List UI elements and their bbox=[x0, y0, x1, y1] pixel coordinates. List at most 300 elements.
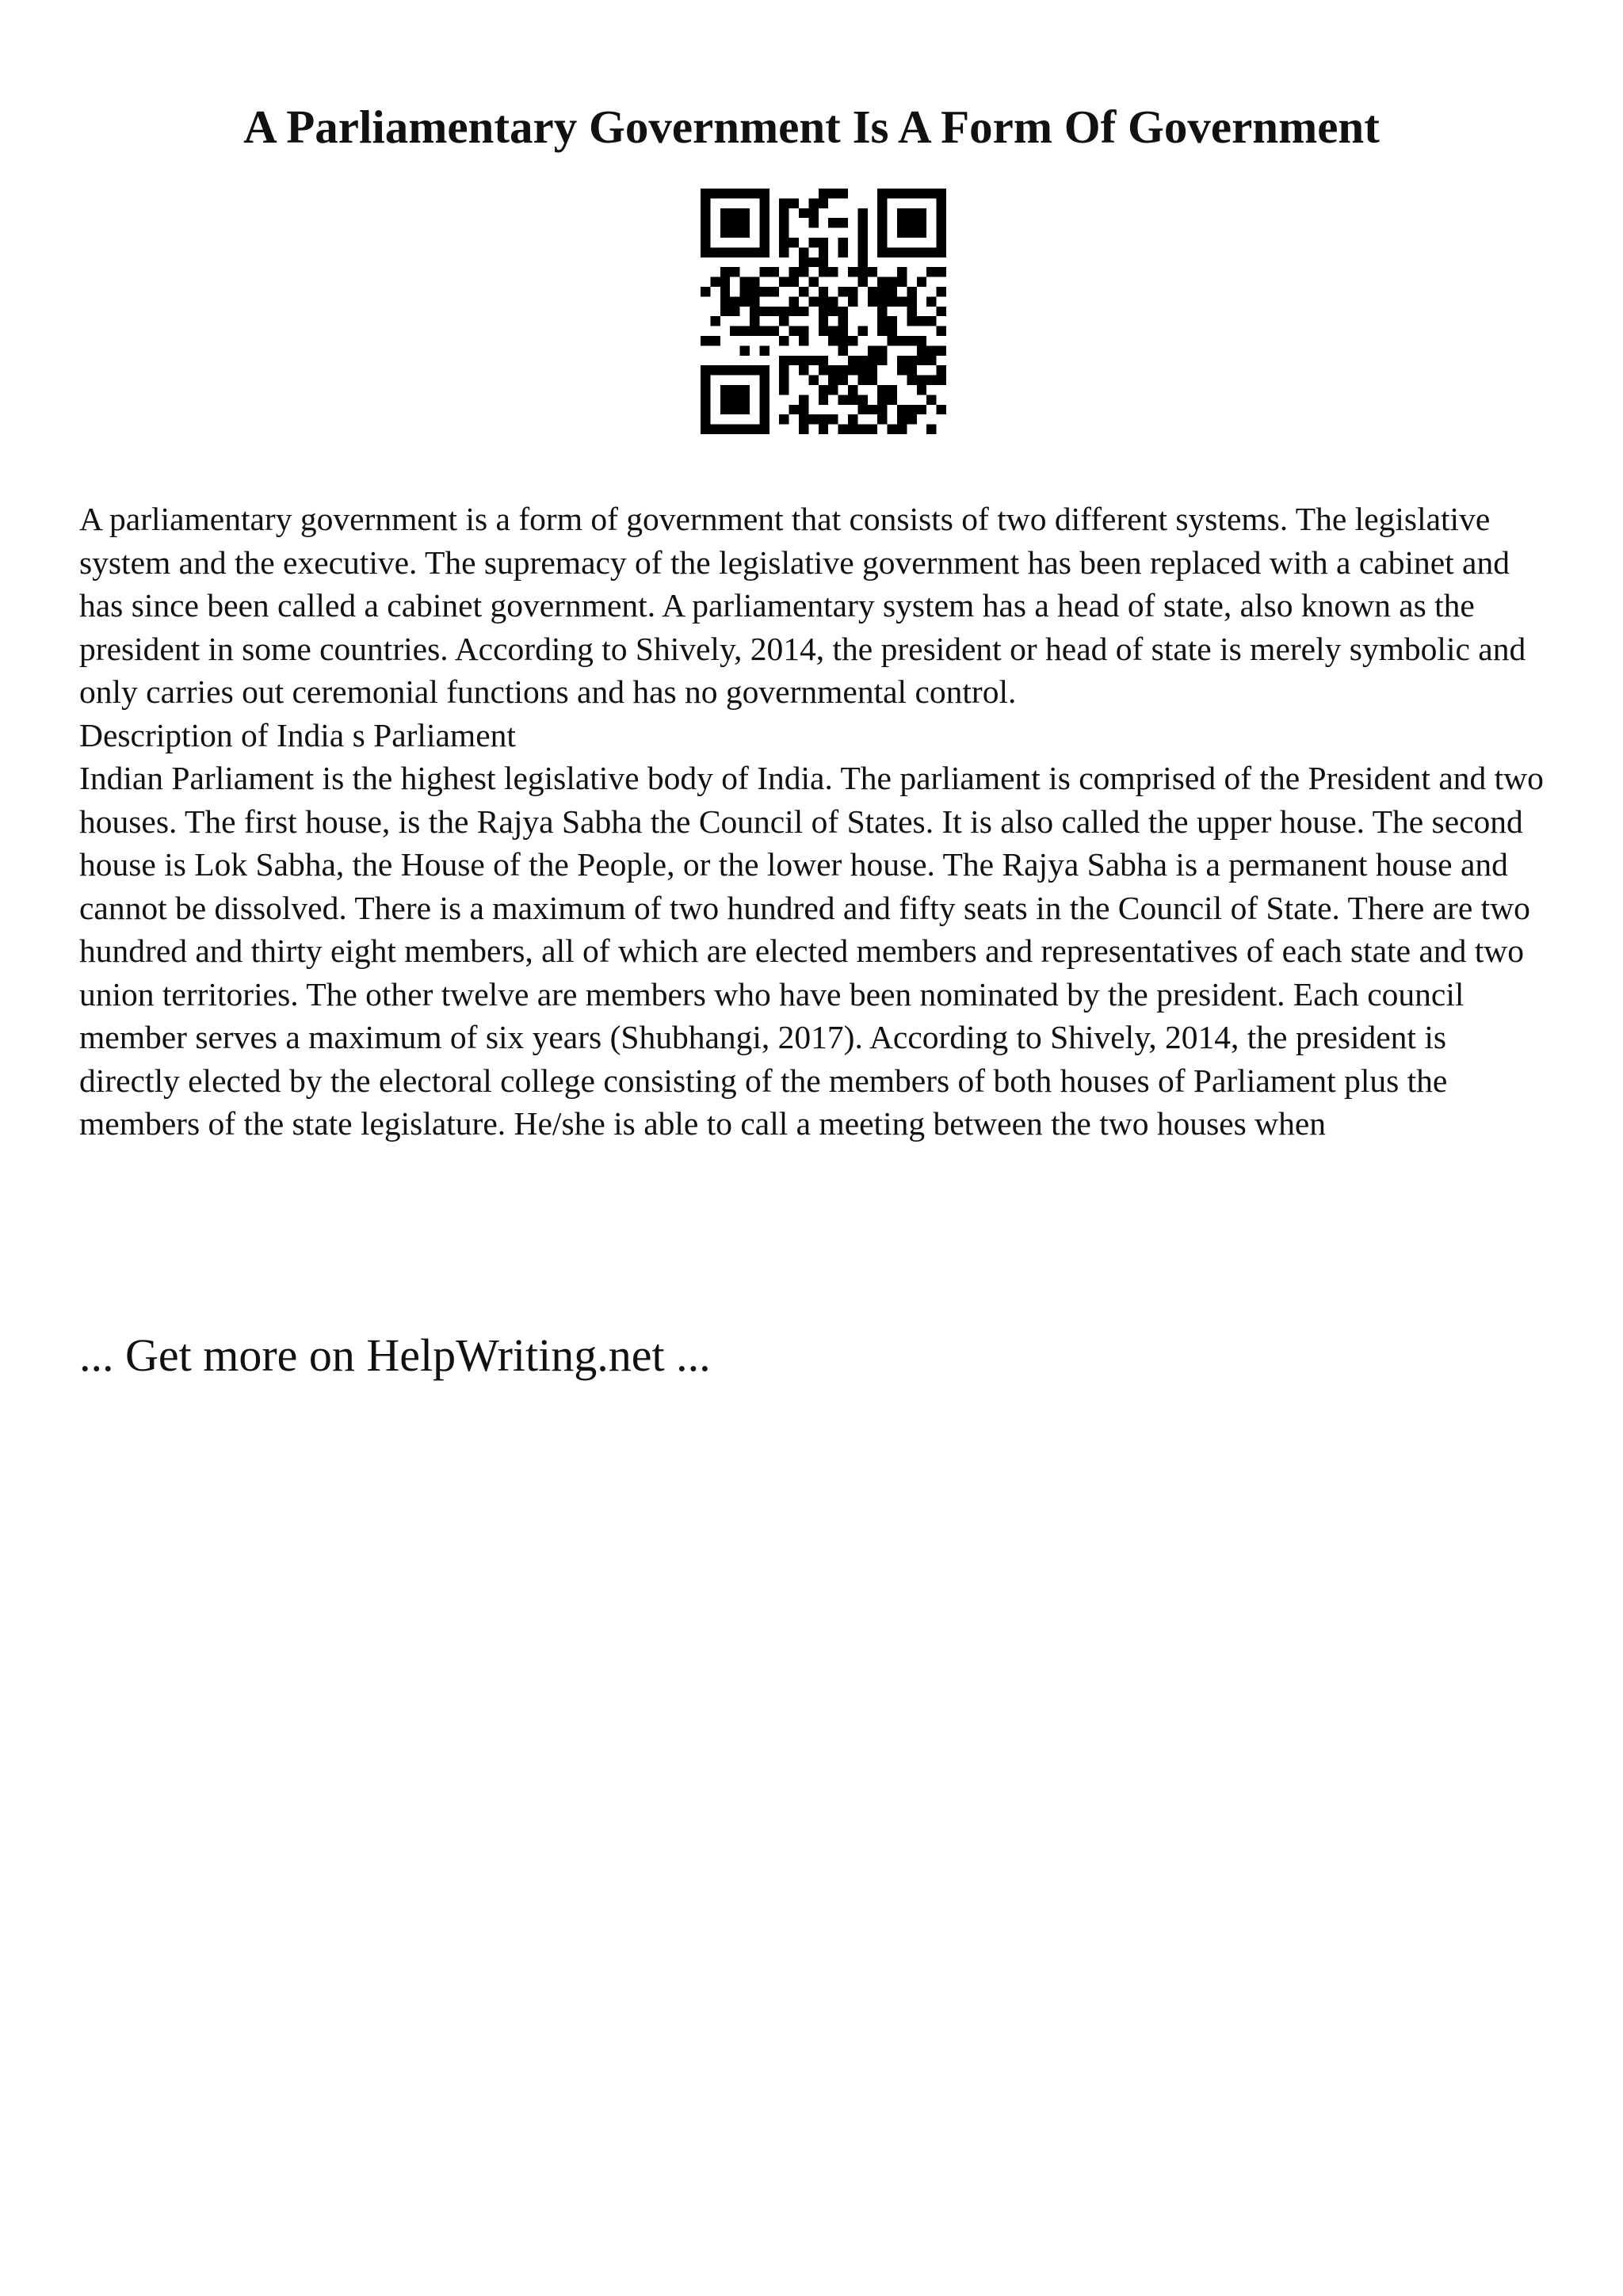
paragraph-india-parliament: Indian Parliament is the highest legislative body of India. The parliament is comprised of the President and two houses. The first house, is the Rajya Sabha the Council of States. It is also called the upper house. The second house is Lok Sabha, the House of the People, or the lower house. The Rajya Sabha is a permanent house and cannot be dissolved. There is a maximum of two hundred and fifty seats in the Council of State. There are two hundred and thirty eight members, all of which are elected members and representatives of each state and two union territories. The other twelve are members who have been nominated by the president. Each council member serves a maximum of six years (Shubhangi, 2017). According to Shively, 2014, the president is directly elected by the electoral college consisting of the members of both houses of Parliament plus the members of the state legislature. He/she is able to call a meeting between the two houses when bbox=[79, 760, 1544, 1142]
qr-module bbox=[888, 277, 897, 287]
qr-module bbox=[877, 198, 887, 208]
qr-module bbox=[907, 316, 916, 326]
qr-module bbox=[848, 296, 857, 306]
qr-module bbox=[701, 425, 710, 434]
qr-module bbox=[907, 287, 916, 296]
qr-module bbox=[897, 228, 907, 238]
qr-module bbox=[710, 365, 720, 375]
qr-module bbox=[819, 198, 828, 208]
qr-module bbox=[799, 257, 808, 267]
qr-module bbox=[838, 345, 848, 355]
qr-module bbox=[808, 277, 818, 287]
qr-module bbox=[740, 365, 750, 375]
qr-module bbox=[828, 267, 838, 277]
qr-module bbox=[779, 365, 789, 375]
qr-module bbox=[926, 267, 936, 277]
qr-module bbox=[857, 208, 867, 218]
qr-module bbox=[759, 405, 769, 414]
qr-module bbox=[808, 296, 818, 306]
qr-module bbox=[828, 336, 838, 345]
qr-module bbox=[877, 296, 887, 306]
qr-module bbox=[926, 345, 936, 355]
qr-module bbox=[838, 425, 848, 434]
qr-module bbox=[877, 345, 887, 355]
qr-module bbox=[937, 365, 946, 375]
qr-module bbox=[828, 376, 838, 385]
qr-module bbox=[701, 218, 710, 227]
qr-module bbox=[937, 189, 946, 198]
qr-module bbox=[907, 405, 916, 414]
qr-module bbox=[759, 267, 769, 277]
qr-module bbox=[857, 247, 867, 257]
qr-module bbox=[819, 326, 828, 336]
qr-module bbox=[907, 376, 916, 385]
qr-module bbox=[897, 267, 907, 277]
qr-module bbox=[838, 218, 848, 227]
qr-module bbox=[701, 228, 710, 238]
qr-module bbox=[740, 326, 750, 336]
qr-module bbox=[897, 365, 907, 375]
qr-module bbox=[888, 189, 897, 198]
qr-module bbox=[868, 356, 877, 365]
qr-module bbox=[819, 385, 828, 395]
qr-module bbox=[819, 395, 828, 404]
qr-module bbox=[808, 238, 818, 247]
qr-module bbox=[779, 414, 789, 424]
qr-module bbox=[789, 296, 799, 306]
qr-module bbox=[769, 267, 779, 277]
qr-module bbox=[759, 365, 769, 375]
qr-module bbox=[868, 296, 877, 306]
qr-module bbox=[857, 365, 867, 375]
qr-module bbox=[907, 189, 916, 198]
qr-module bbox=[730, 228, 739, 238]
qr-module bbox=[838, 316, 848, 326]
qr-module bbox=[819, 267, 828, 277]
qr-module bbox=[799, 326, 808, 336]
qr-module bbox=[917, 385, 926, 395]
qr-module bbox=[720, 189, 730, 198]
qr-module bbox=[926, 247, 936, 257]
qr-module bbox=[789, 405, 799, 414]
qr-module bbox=[917, 218, 926, 227]
qr-module bbox=[937, 405, 946, 414]
qr-module bbox=[808, 208, 818, 218]
qr-module bbox=[789, 277, 799, 287]
qr-module bbox=[926, 395, 936, 404]
qr-module bbox=[759, 376, 769, 385]
qr-module bbox=[907, 365, 916, 375]
qr-module bbox=[819, 238, 828, 247]
qr-module bbox=[877, 277, 887, 287]
qr-module bbox=[897, 336, 907, 345]
qr-module bbox=[937, 238, 946, 247]
qr-module bbox=[897, 425, 907, 434]
qr-module bbox=[917, 228, 926, 238]
qr-module bbox=[917, 208, 926, 218]
qr-module bbox=[720, 425, 730, 434]
qr-module bbox=[937, 376, 946, 385]
qr-module bbox=[917, 356, 926, 365]
qr-module bbox=[730, 307, 739, 316]
qr-module bbox=[937, 307, 946, 316]
qr-module bbox=[857, 376, 867, 385]
qr-module bbox=[828, 189, 838, 198]
qr-module bbox=[868, 376, 877, 385]
qr-module bbox=[819, 414, 828, 424]
qr-module bbox=[710, 247, 720, 257]
qr-module bbox=[926, 425, 936, 434]
qr-module bbox=[926, 376, 936, 385]
qr-module bbox=[897, 189, 907, 198]
qr-module bbox=[740, 228, 750, 238]
qr-module bbox=[937, 326, 946, 336]
qr-module bbox=[819, 356, 828, 365]
qr-module bbox=[877, 189, 887, 198]
qr-module bbox=[789, 307, 799, 316]
qr-module bbox=[759, 228, 769, 238]
qr-module bbox=[888, 425, 897, 434]
qr-module bbox=[877, 307, 887, 316]
qr-module bbox=[701, 208, 710, 218]
qr-module bbox=[838, 247, 848, 257]
qr-module bbox=[868, 425, 877, 434]
qr-module bbox=[701, 287, 710, 296]
qr-module bbox=[848, 336, 857, 345]
qr-module bbox=[926, 296, 936, 306]
qr-module bbox=[799, 267, 808, 277]
qr-module bbox=[917, 316, 926, 326]
qr-module bbox=[750, 425, 759, 434]
qr-module bbox=[857, 267, 867, 277]
qr-module bbox=[888, 296, 897, 306]
qr-module bbox=[730, 208, 739, 218]
qr-module bbox=[740, 385, 750, 395]
qr-module bbox=[888, 316, 897, 326]
qr-module bbox=[857, 326, 867, 336]
qr-module bbox=[838, 287, 848, 296]
qr-module bbox=[907, 356, 916, 365]
qr-module bbox=[888, 385, 897, 395]
qr-module bbox=[789, 238, 799, 247]
qr-module bbox=[779, 228, 789, 238]
qr-module bbox=[848, 287, 857, 296]
qr-module bbox=[848, 395, 857, 404]
qr-module bbox=[759, 247, 769, 257]
qr-module bbox=[789, 198, 799, 208]
qr-module bbox=[838, 336, 848, 345]
qr-module bbox=[740, 395, 750, 404]
qr-module bbox=[926, 189, 936, 198]
qr-module bbox=[888, 247, 897, 257]
qr-module bbox=[710, 316, 720, 326]
qr-module bbox=[877, 414, 887, 424]
qr-module bbox=[848, 414, 857, 424]
qr-module bbox=[828, 307, 838, 316]
qr-module bbox=[937, 287, 946, 296]
qr-module bbox=[857, 218, 867, 227]
qr-module bbox=[740, 247, 750, 257]
qr-module bbox=[710, 336, 720, 345]
qr-module bbox=[877, 287, 887, 296]
qr-module bbox=[779, 307, 789, 316]
qr-module bbox=[720, 218, 730, 227]
qr-module bbox=[926, 316, 936, 326]
qr-module bbox=[730, 247, 739, 257]
qr-module bbox=[779, 277, 789, 287]
qr-module bbox=[828, 218, 838, 227]
qr-module bbox=[740, 345, 750, 355]
qr-module bbox=[877, 395, 887, 404]
qr-module bbox=[779, 336, 789, 345]
qr-module bbox=[838, 326, 848, 336]
qr-module bbox=[750, 247, 759, 257]
qr-module bbox=[937, 198, 946, 208]
qr-module bbox=[897, 296, 907, 306]
qr-module bbox=[868, 287, 877, 296]
qr-module bbox=[848, 267, 857, 277]
qr-module bbox=[907, 307, 916, 316]
qr-module bbox=[877, 356, 887, 365]
qr-module bbox=[868, 267, 877, 277]
qr-module bbox=[907, 296, 916, 306]
qr-module bbox=[828, 385, 838, 395]
qr-module bbox=[779, 247, 789, 257]
qr-module bbox=[720, 307, 730, 316]
qr-module bbox=[808, 356, 818, 365]
qr-module bbox=[730, 218, 739, 227]
qr-module bbox=[857, 356, 867, 365]
qr-module bbox=[789, 326, 799, 336]
qr-module bbox=[779, 218, 789, 227]
qr-module bbox=[750, 296, 759, 306]
qr-module bbox=[877, 208, 887, 218]
qr-module bbox=[937, 267, 946, 277]
qr-module bbox=[759, 208, 769, 218]
qr-module bbox=[877, 405, 887, 414]
qr-module bbox=[857, 405, 867, 414]
qr-module bbox=[808, 198, 818, 208]
qr-module bbox=[730, 405, 739, 414]
qr-module bbox=[888, 395, 897, 404]
qr-module bbox=[907, 208, 916, 218]
qr-module bbox=[701, 414, 710, 424]
qr-module bbox=[819, 365, 828, 375]
qr-module bbox=[868, 365, 877, 375]
qr-module bbox=[868, 345, 877, 355]
qr-module bbox=[819, 296, 828, 306]
qr-module bbox=[907, 247, 916, 257]
qr-module bbox=[907, 414, 916, 424]
qr-module bbox=[740, 425, 750, 434]
qr-module bbox=[819, 307, 828, 316]
qr-module bbox=[857, 395, 867, 404]
qr-module bbox=[848, 425, 857, 434]
qr-module bbox=[819, 316, 828, 326]
qr-module bbox=[720, 287, 730, 296]
qr-module bbox=[926, 356, 936, 365]
qr-module bbox=[937, 218, 946, 227]
qr-module bbox=[759, 414, 769, 424]
qr-module bbox=[710, 425, 720, 434]
qr-module bbox=[877, 238, 887, 247]
qr-module bbox=[740, 218, 750, 227]
qr-module bbox=[888, 336, 897, 345]
qr-module bbox=[701, 376, 710, 385]
qr-module bbox=[740, 208, 750, 218]
qr-module bbox=[857, 277, 867, 287]
qr-module bbox=[740, 189, 750, 198]
qr-module bbox=[799, 247, 808, 257]
qr-module bbox=[917, 376, 926, 385]
qr-module bbox=[857, 228, 867, 238]
qr-module bbox=[720, 267, 730, 277]
qr-module bbox=[779, 376, 789, 385]
qr-module bbox=[720, 208, 730, 218]
qr-module bbox=[808, 257, 818, 267]
qr-module bbox=[750, 326, 759, 336]
qr-module bbox=[799, 356, 808, 365]
qr-module bbox=[819, 189, 828, 198]
qr-module bbox=[799, 405, 808, 414]
qr-module bbox=[779, 385, 789, 395]
qr-module bbox=[917, 345, 926, 355]
qr-module bbox=[897, 247, 907, 257]
qr-module bbox=[897, 277, 907, 287]
qr-module bbox=[828, 296, 838, 306]
qr-module bbox=[730, 326, 739, 336]
qr-module bbox=[759, 307, 769, 316]
qr-module bbox=[759, 395, 769, 404]
qr-module bbox=[838, 376, 848, 385]
qr-module bbox=[838, 365, 848, 375]
qr-module bbox=[799, 307, 808, 316]
qr-module bbox=[848, 365, 857, 375]
qr-module bbox=[789, 356, 799, 365]
qr-module bbox=[877, 247, 887, 257]
qr-module bbox=[779, 356, 789, 365]
qr-module bbox=[720, 405, 730, 414]
qr-module bbox=[779, 316, 789, 326]
qr-module bbox=[759, 425, 769, 434]
qr-module bbox=[917, 405, 926, 414]
qr-module bbox=[701, 198, 710, 208]
qr-module bbox=[937, 208, 946, 218]
qr-module bbox=[799, 287, 808, 296]
qr-module bbox=[779, 208, 789, 218]
qr-module bbox=[937, 228, 946, 238]
qr-module bbox=[740, 277, 750, 287]
qr-module bbox=[759, 218, 769, 227]
qr-module bbox=[799, 208, 808, 218]
qr-module bbox=[720, 228, 730, 238]
qr-module bbox=[808, 376, 818, 385]
qr-module bbox=[828, 326, 838, 336]
qr-module bbox=[779, 238, 789, 247]
qr-module bbox=[759, 345, 769, 355]
qr-module bbox=[877, 326, 887, 336]
qr-module bbox=[888, 326, 897, 336]
qr-module bbox=[759, 326, 769, 336]
qr-module bbox=[937, 345, 946, 355]
qr-module bbox=[710, 189, 720, 198]
qr-module bbox=[877, 316, 887, 326]
qr-module bbox=[799, 414, 808, 424]
qr-module bbox=[799, 365, 808, 375]
qr-module bbox=[779, 198, 789, 208]
qr-module bbox=[759, 238, 769, 247]
qr-module bbox=[769, 307, 779, 316]
qr-module bbox=[897, 218, 907, 227]
qr-module bbox=[838, 395, 848, 404]
get-more-link[interactable]: ... Get more on HelpWriting.net ... bbox=[79, 1329, 711, 1381]
qr-module bbox=[730, 296, 739, 306]
qr-module bbox=[730, 267, 739, 277]
qr-module bbox=[828, 414, 838, 424]
qr-module bbox=[819, 425, 828, 434]
qr-module bbox=[897, 208, 907, 218]
qr-module bbox=[750, 189, 759, 198]
qr-module bbox=[750, 365, 759, 375]
qr-module bbox=[799, 395, 808, 404]
qr-module bbox=[907, 228, 916, 238]
qr-module bbox=[759, 385, 769, 395]
qr-module bbox=[759, 189, 769, 198]
qr-module bbox=[819, 287, 828, 296]
qr-module bbox=[740, 405, 750, 414]
qr-module bbox=[720, 365, 730, 375]
qr-module bbox=[730, 425, 739, 434]
qr-module bbox=[799, 425, 808, 434]
qr-module bbox=[750, 307, 759, 316]
qr-module bbox=[857, 425, 867, 434]
qr-module bbox=[740, 287, 750, 296]
qr-module bbox=[701, 336, 710, 345]
qr-module bbox=[907, 218, 916, 227]
qr-module bbox=[888, 287, 897, 296]
qr-module bbox=[720, 296, 730, 306]
qr-module bbox=[789, 267, 799, 277]
qr-module bbox=[819, 247, 828, 257]
document-title: A Parliamentary Government Is A Form Of Government bbox=[243, 101, 1380, 153]
qr-module bbox=[730, 385, 739, 395]
qr-module bbox=[917, 189, 926, 198]
qr-module bbox=[917, 277, 926, 287]
qr-module bbox=[868, 405, 877, 414]
qr-module bbox=[917, 247, 926, 257]
qr-module bbox=[808, 218, 818, 227]
qr-code-icon bbox=[701, 189, 946, 434]
qr-module bbox=[857, 238, 867, 247]
qr-module bbox=[799, 336, 808, 345]
qr-module bbox=[877, 218, 887, 227]
document-body bbox=[79, 498, 1553, 1146]
qr-module bbox=[838, 238, 848, 247]
qr-module bbox=[720, 247, 730, 257]
qr-module bbox=[857, 257, 867, 267]
qr-module bbox=[701, 247, 710, 257]
qr-module bbox=[769, 326, 779, 336]
qr-module bbox=[917, 336, 926, 345]
qr-module bbox=[808, 414, 818, 424]
qr-module bbox=[848, 385, 857, 395]
qr-module bbox=[750, 287, 759, 296]
qr-module bbox=[730, 189, 739, 198]
qr-module bbox=[730, 365, 739, 375]
section-heading: Description of India s Parliament bbox=[79, 716, 516, 753]
qr-module bbox=[701, 395, 710, 404]
qr-module bbox=[720, 385, 730, 395]
